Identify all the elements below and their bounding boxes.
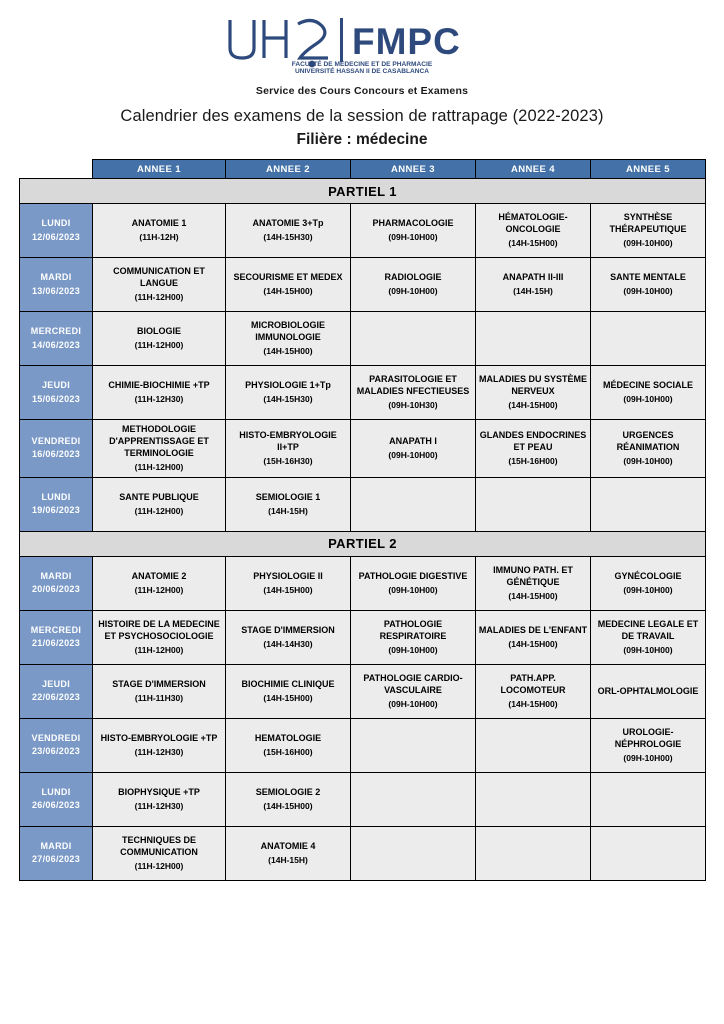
day-name: LUNDI — [41, 491, 71, 502]
exam-subject: BIOCHIMIE CLINIQUE — [241, 679, 335, 690]
exam-time: (09H-10H00) — [388, 450, 438, 461]
exam-time: (14H-15H30) — [263, 394, 313, 405]
exam-cell — [476, 420, 591, 478]
exam-cell — [351, 664, 476, 718]
exam-subject: SEMIOLOGIE 1 — [255, 492, 321, 503]
exam-time: (14H-15H30) — [263, 232, 313, 243]
fmpc-logo — [212, 14, 512, 76]
day-cell — [20, 420, 93, 478]
exam-cell — [226, 826, 351, 880]
svg-text:FMPC: FMPC — [352, 21, 461, 62]
exam-time: (15H-16H00) — [508, 456, 558, 467]
table-row — [20, 556, 706, 610]
exam-subject: SANTE PUBLIQUE — [119, 492, 199, 503]
day-date: 23/06/2023 — [31, 746, 81, 757]
exam-subject: RADIOLOGIE — [384, 272, 442, 283]
exam-subject: ORL-OPHTALMOLOGIE — [597, 686, 699, 697]
column-header-annee-1: ANNEE 1 — [93, 160, 226, 179]
exam-time: (14H-15H) — [268, 855, 308, 866]
exam-time: (14H-15H00) — [508, 238, 558, 249]
exam-cell-empty — [476, 718, 591, 772]
exam-subject: MÉDECINE SOCIALE — [602, 380, 693, 391]
exam-subject: ANATOMIE 1 — [131, 218, 187, 229]
exam-time: (11H-11H30) — [134, 693, 184, 704]
exam-time: (11H-12H00) — [134, 861, 184, 872]
exam-cell-empty — [591, 312, 706, 366]
table-row — [20, 420, 706, 478]
table-row — [20, 204, 706, 258]
exam-subject: HISTO-EMBRYOLOGIE +TP — [100, 733, 218, 744]
table-body — [20, 179, 706, 881]
exam-time: (09H-10H00) — [388, 645, 438, 656]
exam-time: (09H-10H00) — [623, 753, 673, 764]
exam-subject: BIOPHYSIQUE +TP — [118, 787, 200, 798]
exam-time: (14H-15H00) — [508, 699, 558, 710]
exam-cell — [93, 610, 226, 664]
exam-cell-empty — [591, 826, 706, 880]
exam-subject: ANAPATH I — [389, 436, 437, 447]
exam-time: (14H-15H00) — [263, 585, 313, 596]
day-name: MARDI — [40, 272, 72, 282]
day-cell — [20, 258, 93, 312]
day-name: LUNDI — [41, 786, 71, 797]
exam-time: (11H-12H00) — [134, 292, 184, 303]
exam-cell — [591, 204, 706, 258]
exam-time: (11H-12H00) — [134, 340, 184, 351]
exam-subject: SECOURISME ET MEDEX — [233, 272, 343, 283]
day-date: 22/06/2023 — [31, 692, 81, 703]
exam-subject: IMMUNO PATH. ET GÉNÉTIQUE — [493, 565, 573, 588]
day-name: JEUDI — [41, 380, 70, 390]
exam-cell — [351, 610, 476, 664]
exam-cell — [93, 477, 226, 531]
exam-cell — [226, 420, 351, 478]
exam-time: (11H-12H00) — [134, 585, 184, 596]
exam-time: (09H-10H00) — [623, 286, 673, 297]
logo-sub2: UNIVERSITÉ HASSAN II DE CASABLANCA — [294, 68, 430, 75]
day-name: MARDI — [40, 840, 72, 851]
exam-subject: PHYSIOLOGIE 1+Tp — [245, 380, 331, 391]
table-row — [20, 610, 706, 664]
exam-subject: UROLOGIE-NÉPHROLOGIE — [614, 727, 682, 750]
day-date: 16/06/2023 — [31, 449, 81, 460]
exam-cell — [476, 556, 591, 610]
table-row — [20, 312, 706, 366]
exam-cell — [93, 772, 226, 826]
day-date: 15/06/2023 — [31, 393, 81, 404]
exam-subject: MALADIES DU SYSTÈME NERVEUX — [478, 374, 587, 397]
exam-cell-empty — [476, 477, 591, 531]
day-cell — [20, 826, 93, 880]
day-date: 14/06/2023 — [31, 339, 81, 350]
table-row — [20, 718, 706, 772]
exam-cell — [93, 312, 226, 366]
exam-time: (11H-12H00) — [134, 462, 184, 473]
exam-subject: BIOLOGIE — [136, 326, 181, 337]
exam-subject: ANATOMIE 2 — [131, 571, 187, 582]
exam-cell-empty — [476, 312, 591, 366]
exam-cell-empty — [591, 772, 706, 826]
exam-subject: CHIMIE-BIOCHIMIE +TP — [108, 380, 210, 391]
exam-cell — [226, 477, 351, 531]
column-header-annee-5: ANNEE 5 — [591, 160, 706, 179]
day-date: 21/06/2023 — [31, 638, 81, 649]
exam-time: (14H-14H30) — [263, 639, 313, 650]
exam-subject: PHARMACOLOGIE — [372, 218, 454, 229]
exam-cell — [226, 366, 351, 420]
table-row — [20, 366, 706, 420]
exam-cell — [351, 420, 476, 478]
exam-subject: MEDECINE LEGALE ET DE TRAVAIL — [597, 619, 699, 642]
exam-cell — [93, 826, 226, 880]
exam-cell — [93, 420, 226, 478]
section-label: PARTIEL 2 — [20, 531, 706, 556]
page-title: Calendrier des examens de la session de rattrapage (2022-2023) — [120, 107, 604, 125]
exam-subject: ANATOMIE 4 — [260, 841, 316, 852]
day-cell — [20, 312, 93, 366]
day-name: VENDREDI — [31, 435, 81, 446]
exam-time: (11H-12H30) — [134, 394, 184, 405]
day-cell — [20, 477, 93, 531]
table-row — [20, 477, 706, 531]
exam-subject: PARASITOLOGIE ET MALADIES NFECTIEUSES — [356, 374, 470, 397]
day-cell — [20, 366, 93, 420]
day-cell — [20, 772, 93, 826]
exam-cell — [591, 718, 706, 772]
exam-cell — [591, 258, 706, 312]
day-name: VENDREDI — [31, 732, 81, 743]
exam-time: (14H-15H00) — [263, 346, 313, 357]
exam-time: (09H-10H00) — [623, 394, 673, 405]
exam-cell-empty — [351, 826, 476, 880]
exam-cell — [93, 204, 226, 258]
calendar-table-wrap — [0, 159, 724, 891]
exam-time: (09H-10H00) — [623, 585, 673, 596]
exam-cell — [591, 610, 706, 664]
day-name: MARDI — [40, 570, 72, 581]
exam-cell-empty — [351, 477, 476, 531]
exam-subject: TECHNIQUES DE COMMUNICATION — [120, 835, 198, 858]
exam-calendar-table — [19, 159, 706, 881]
day-date: 27/06/2023 — [31, 854, 81, 865]
exam-time: (15H-16H30) — [263, 456, 313, 467]
column-header-annee-2: ANNEE 2 — [226, 160, 351, 179]
exam-cell — [351, 258, 476, 312]
exam-cell — [226, 312, 351, 366]
exam-subject: SYNTHÈSE THÉRAPEUTIQUE — [609, 212, 687, 235]
exam-cell — [476, 610, 591, 664]
exam-subject: SANTE MENTALE — [610, 272, 686, 283]
exam-cell — [591, 556, 706, 610]
exam-cell — [476, 204, 591, 258]
column-header-annee-4: ANNEE 4 — [476, 160, 591, 179]
exam-subject: HEMATOLOGIE — [254, 733, 322, 744]
page-subtitle: Filière : médecine — [296, 131, 428, 148]
exam-cell-empty — [351, 312, 476, 366]
exam-subject: HÉMATOLOGIE-ONCOLOGIE — [498, 212, 568, 235]
exam-subject: COMMUNICATION ET LANGUE — [113, 266, 205, 289]
exam-cell — [591, 420, 706, 478]
exam-subject: HISTOIRE DE LA MEDECINE ET PSYCHOSOCIOLOGIE — [98, 619, 220, 642]
exam-time: (14H-15H00) — [263, 286, 313, 297]
exam-time: (14H-15H00) — [263, 801, 313, 812]
table-row — [20, 772, 706, 826]
exam-subject: MALADIES DE L'ENFANT — [478, 625, 588, 636]
exam-subject: SEMIOLOGIE 2 — [255, 787, 321, 798]
exam-subject: HISTO-EMBRYOLOGIE II+TP — [239, 430, 337, 453]
exam-time: (09H-10H00) — [388, 699, 438, 710]
exam-cell — [93, 664, 226, 718]
exam-subject: GYNÉCOLOGIE — [614, 571, 682, 582]
table-row — [20, 826, 706, 880]
exam-cell — [226, 556, 351, 610]
exam-time: (09H-10H30) — [388, 400, 438, 411]
header-corner — [20, 160, 93, 179]
exam-time: (14H-15H00) — [508, 639, 558, 650]
day-cell — [20, 610, 93, 664]
exam-time: (14H-15H) — [513, 286, 553, 297]
day-date: 20/06/2023 — [31, 584, 81, 595]
day-date: 26/06/2023 — [31, 800, 81, 811]
exam-cell — [351, 556, 476, 610]
exam-subject: URGENCES RÉANIMATION — [616, 430, 680, 453]
day-date: 13/06/2023 — [31, 285, 81, 296]
exam-subject: PATHOLOGIE RESPIRATOIRE — [379, 619, 447, 642]
exam-time: (09H-10H00) — [388, 585, 438, 596]
exam-subject: PATHOLOGIE CARDIO-VASCULAIRE — [363, 673, 463, 696]
exam-cell — [226, 664, 351, 718]
exam-cell — [351, 204, 476, 258]
section-row — [20, 531, 706, 556]
day-name: JEUDI — [41, 678, 70, 689]
exam-time: (11H-12H) — [139, 232, 179, 243]
exam-subject: STAGE D'IMMERSION — [241, 625, 335, 636]
section-row — [20, 179, 706, 204]
exam-cell — [226, 718, 351, 772]
exam-subject: GLANDES ENDOCRINES ET PEAU — [479, 430, 587, 453]
exam-cell — [591, 366, 706, 420]
exam-time: (11H-12H00) — [134, 506, 184, 517]
exam-time: (15H-16H00) — [263, 747, 313, 758]
day-date: 19/06/2023 — [31, 505, 81, 516]
table-row — [20, 664, 706, 718]
exam-time: (11H-12H30) — [134, 747, 184, 758]
day-cell — [20, 556, 93, 610]
logo-header — [0, 0, 724, 81]
exam-time: (09H-10H00) — [388, 232, 438, 243]
exam-subject: STAGE D'IMMERSION — [112, 679, 206, 690]
table-row — [20, 258, 706, 312]
exam-subject: METHODOLOGIE D'APPRENTISSAGE ET TERMINOLOGIE — [109, 424, 209, 459]
exam-time: (11H-12H00) — [134, 645, 184, 656]
exam-cell — [351, 366, 476, 420]
column-header-annee-3: ANNEE 3 — [351, 160, 476, 179]
exam-cell — [476, 664, 591, 718]
exam-cell — [226, 610, 351, 664]
exam-cell-empty — [476, 772, 591, 826]
exam-cell — [476, 366, 591, 420]
exam-cell — [226, 204, 351, 258]
exam-cell — [226, 772, 351, 826]
day-name: LUNDI — [41, 218, 71, 228]
exam-subject: ANATOMIE 3+Tp — [252, 218, 324, 229]
exam-subject: PHYSIOLOGIE II — [253, 571, 323, 582]
day-date: 12/06/2023 — [31, 231, 81, 242]
exam-cell-empty — [476, 826, 591, 880]
exam-time: (11H-12H30) — [134, 801, 184, 812]
exam-cell-empty — [351, 718, 476, 772]
fmpc-logo-graphic — [212, 14, 512, 76]
exam-time: (09H-10H00) — [388, 286, 438, 297]
day-cell — [20, 204, 93, 258]
logo-sub1: FACULTÉ DE MÉDECINE ET DE PHARMACIE — [291, 61, 433, 68]
exam-cell — [93, 366, 226, 420]
exam-time: (14H-15H00) — [508, 591, 558, 602]
header-row — [20, 160, 706, 179]
day-cell — [20, 718, 93, 772]
exam-time: (09H-10H00) — [623, 645, 673, 656]
exam-cell-empty — [351, 772, 476, 826]
day-name: MERCREDI — [30, 326, 82, 336]
table-head — [20, 160, 706, 179]
day-name: MERCREDI — [30, 624, 82, 635]
exam-time: (14H-15H00) — [508, 400, 558, 411]
exam-time: (09H-10H00) — [623, 456, 673, 467]
exam-cell — [476, 258, 591, 312]
section-label: PARTIEL 1 — [20, 179, 706, 204]
exam-subject: MICROBIOLOGIE IMMUNOLOGIE — [251, 320, 325, 343]
exam-cell — [93, 718, 226, 772]
day-cell — [20, 664, 93, 718]
exam-cell-empty — [591, 477, 706, 531]
exam-cell — [93, 556, 226, 610]
exam-time: (14H-15H) — [268, 506, 308, 517]
exam-subject: PATHOLOGIE DIGESTIVE — [358, 571, 468, 582]
exam-cell — [93, 258, 226, 312]
exam-subject: PATH.APP. LOCOMOTEUR — [500, 673, 566, 696]
exam-cell — [591, 664, 706, 718]
exam-time: (14H-15H00) — [263, 693, 313, 704]
exam-subject: ANAPATH II-III — [502, 272, 564, 283]
exam-cell — [226, 258, 351, 312]
service-line: Service des Cours Concours et Examens — [255, 85, 469, 97]
exam-time: (09H-10H00) — [623, 238, 673, 249]
